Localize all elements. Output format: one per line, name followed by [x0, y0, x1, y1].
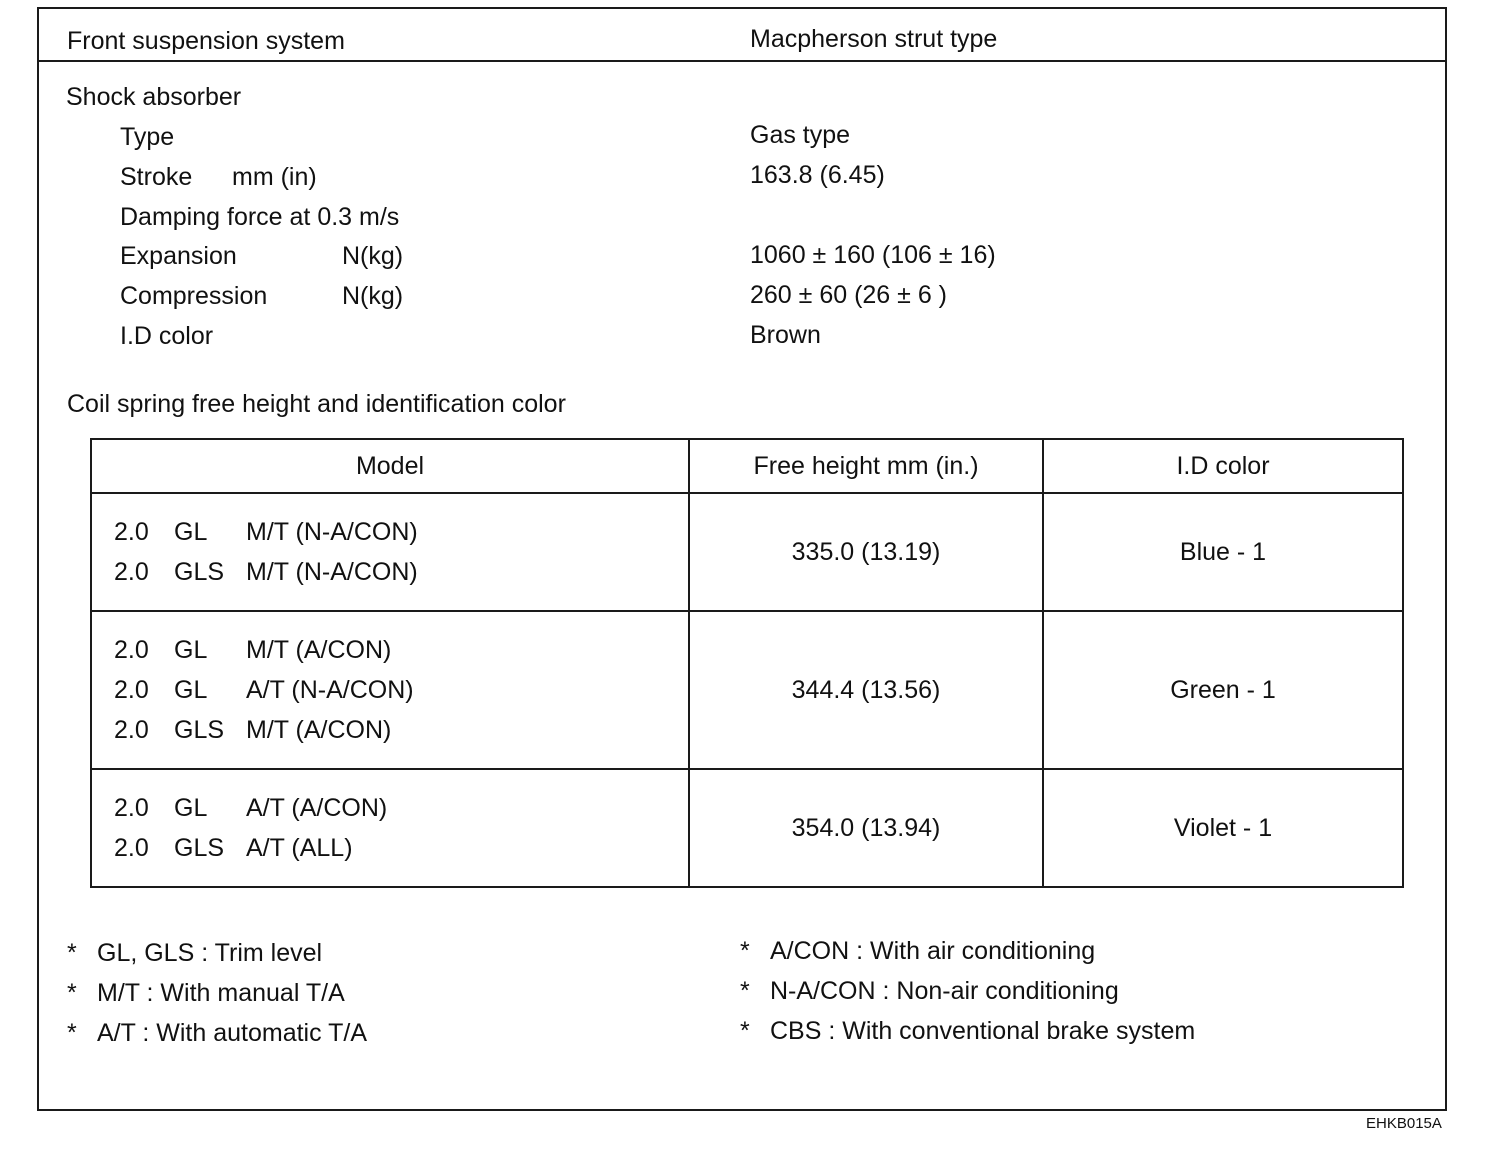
type-label: Type [120, 123, 175, 151]
expansion-value: 1060 ± 160 (106 ± 16) [750, 241, 996, 269]
engine-size: 2.0 [114, 558, 149, 586]
bullet-asterisk: * [740, 1017, 750, 1045]
compression-value: 260 ± 60 (26 ± 6 ) [750, 281, 947, 309]
transmission: A/T (N-A/CON) [246, 676, 414, 704]
note-item [740, 936, 1095, 966]
trim-level: GL [174, 676, 208, 704]
transmission: M/T (N-A/CON) [246, 558, 418, 586]
model-cell [91, 493, 689, 611]
free-height-cell: 344.4 (13.56) [689, 611, 1043, 769]
trim-level: GLS [174, 558, 225, 586]
note-item [67, 978, 345, 1008]
note-item [740, 976, 1119, 1006]
model-line [114, 630, 688, 670]
id-color-cell: Blue - 1 [1043, 493, 1403, 611]
engine-size: 2.0 [114, 676, 149, 704]
transmission: A/T (A/CON) [246, 794, 388, 822]
transmission: M/T (A/CON) [246, 636, 392, 664]
shock-absorber-title: Shock absorber [66, 83, 242, 111]
model-line [114, 710, 688, 750]
note-text: N-A/CON : Non-air conditioning [770, 977, 1119, 1005]
engine-size: 2.0 [114, 834, 149, 862]
engine-size: 2.0 [114, 794, 149, 822]
note-text: M/T : With manual T/A [97, 979, 345, 1007]
compression-label: Compression [120, 282, 268, 310]
free-height-cell: 335.0 (13.19) [689, 493, 1043, 611]
coil-spring-table [90, 438, 1404, 888]
column-header-id-color: I.D color [1043, 439, 1403, 493]
id-color-cell: Green - 1 [1043, 611, 1403, 769]
id-color-value: Brown [750, 321, 821, 349]
model-line [114, 788, 688, 828]
note-text: GL, GLS : Trim level [97, 939, 323, 967]
table-header-row [91, 439, 1403, 493]
trim-level: GLS [174, 834, 225, 862]
model-line [114, 670, 688, 710]
expansion-label: Expansion [120, 242, 237, 270]
engine-size: 2.0 [114, 716, 149, 744]
transmission: M/T (A/CON) [246, 716, 392, 744]
compression-unit: N(kg) [342, 282, 404, 310]
damping-label: Damping force at 0.3 m/s [120, 203, 400, 231]
bullet-asterisk: * [740, 977, 750, 1005]
note-text: A/T : With automatic T/A [97, 1019, 367, 1047]
header-divider [37, 60, 1447, 62]
trim-level: GL [174, 518, 208, 546]
bullet-asterisk: * [67, 1019, 77, 1047]
table-row [91, 769, 1403, 887]
table-row [91, 493, 1403, 611]
stroke-label: Stroke [120, 163, 193, 191]
trim-level: GL [174, 636, 208, 664]
model-cell [91, 769, 689, 887]
system-value: Macpherson strut type [750, 25, 998, 53]
trim-level: GL [174, 794, 208, 822]
note-text: A/CON : With air conditioning [770, 937, 1096, 965]
transmission: A/T (ALL) [246, 834, 353, 862]
transmission: M/T (N-A/CON) [246, 518, 418, 546]
bullet-asterisk: * [67, 939, 77, 967]
model-line [114, 512, 688, 552]
column-header-free-height: Free height mm (in.) [689, 439, 1043, 493]
model-line [114, 828, 688, 868]
stroke-unit: mm (in) [232, 163, 317, 191]
coil-spring-title: Coil spring free height and identification color [67, 390, 566, 418]
engine-size: 2.0 [114, 518, 149, 546]
figure-code: EHKB015A [1366, 1115, 1442, 1132]
model-line [114, 552, 688, 592]
id-color-cell: Violet - 1 [1043, 769, 1403, 887]
system-label: Front suspension system [67, 27, 345, 55]
expansion-unit: N(kg) [342, 242, 404, 270]
free-height-cell: 354.0 (13.94) [689, 769, 1043, 887]
note-item [67, 938, 322, 968]
model-cell [91, 611, 689, 769]
trim-level: GLS [174, 716, 225, 744]
table-row [91, 611, 1403, 769]
note-item [740, 1016, 1195, 1046]
note-item [67, 1018, 367, 1048]
bullet-asterisk: * [740, 937, 750, 965]
type-value: Gas type [750, 121, 851, 149]
bullet-asterisk: * [67, 979, 77, 1007]
stroke-value: 163.8 (6.45) [750, 161, 885, 189]
column-header-model: Model [91, 439, 689, 493]
note-text: CBS : With conventional brake system [770, 1017, 1196, 1045]
engine-size: 2.0 [114, 636, 149, 664]
id-color-label: I.D color [120, 322, 214, 350]
